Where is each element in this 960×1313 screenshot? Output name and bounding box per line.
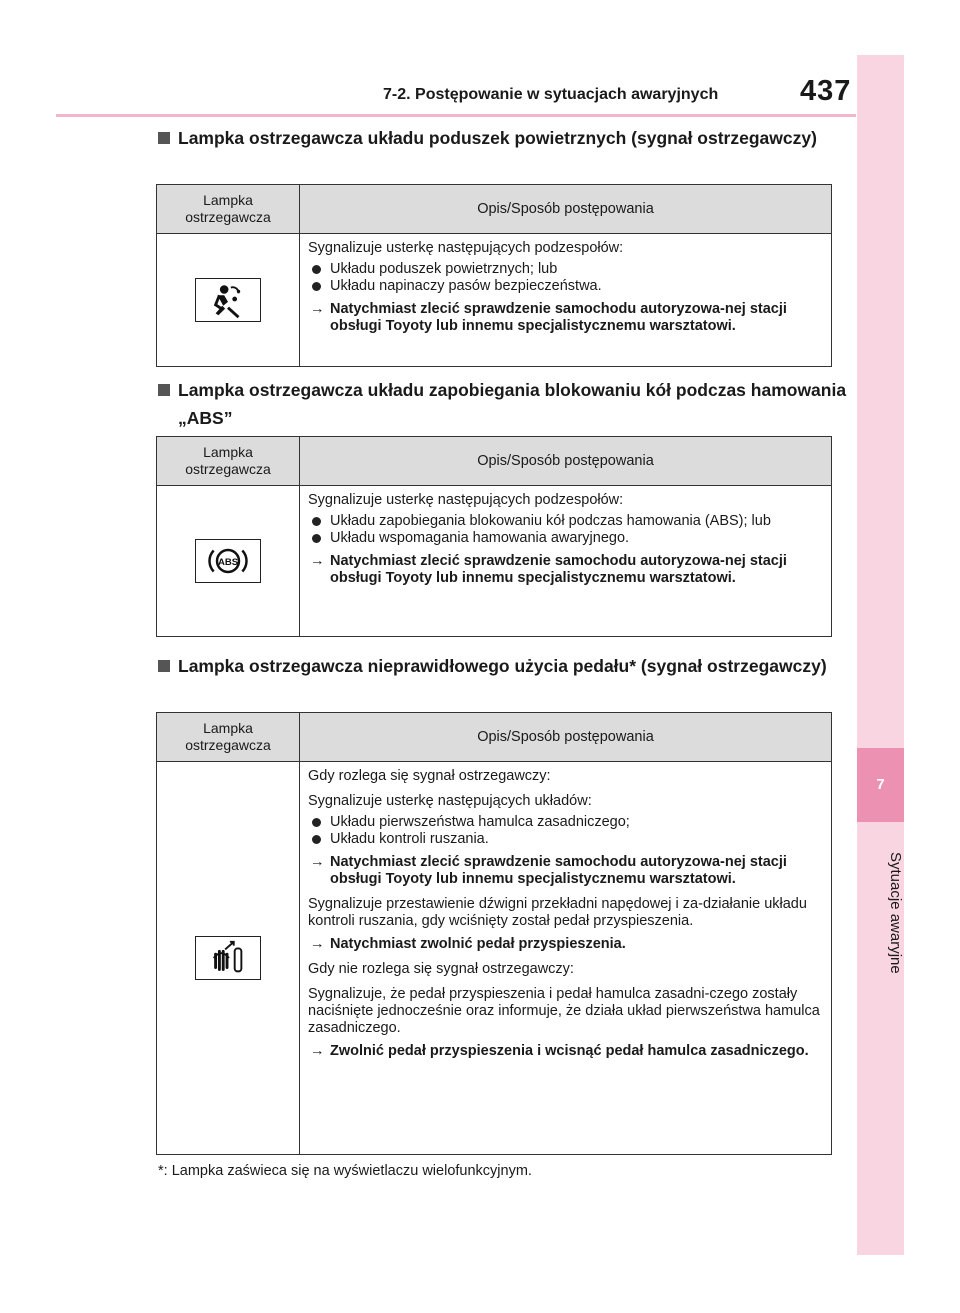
list-item: Układu kontroli ruszania. [308,831,821,848]
description-cell [300,762,832,1155]
table-header-row [157,185,832,234]
action-text: Natychmiast zwolnić pedał przyspieszenia. [330,936,626,952]
table-row [157,762,832,1155]
footnote: *: Lampka zaświeca się na wyświetlaczu wielofunkcyjnym. [158,1163,532,1179]
description-cell [300,234,832,367]
table-header-row [157,713,832,762]
action-text: Natychmiast zlecić sprawdzenie samochodu autoryzowa-nej stacji obsługi Toyoty lub innemu specjalistycznemu warsztatowi. [330,301,787,334]
action-text: Zwolnić pedał przyspieszenia i wcisnąć pedał hamulca zasadniczego. [330,1043,809,1059]
icon-cell [157,486,300,637]
abs-icon-text: ABS [217,556,239,568]
action-text: Natychmiast zlecić sprawdzenie samochodu autoryzowa-nej stacji obsługi Toyoty lub innemu specjalistycznemu warsztatowi. [330,854,787,887]
desc-paragraph: Sygnalizuje, że pedał przyspieszenia i pedał hamulca zasadni-czego zostały naciśnięte jednocześnie oraz informuje, że działa układ pierwszeństwa hamulca zasadniczego. [308,986,820,1036]
heading-square-icon [158,132,170,144]
action-item [308,553,821,587]
col-header-desc: Opis/Sposób postępowania [300,437,832,486]
action-text: Natychmiast zlecić sprawdzenie samochodu autoryzowa-nej stacji obsługi Toyoty lub innemu specjalistycznemu warsztatowi. [330,553,787,586]
desc-intro: Sygnalizuje usterkę następujących podzespołów: [308,240,624,256]
icon-cell [157,234,300,367]
list-item: Układu zapobiegania blokowaniu kół podczas hamowania (ABS); lub [308,513,821,530]
airbag-warning-icon [195,278,261,322]
heading-text: Lampka ostrzegawcza układu poduszek powietrznych (sygnał ostrzegawczy) [178,128,817,148]
table-header-row [157,437,832,486]
col-header-lamp: Lampka ostrzegawcza [157,437,300,486]
section-heading-pedal [158,652,858,680]
arrow-icon: → [310,553,325,569]
chapter-title [857,828,904,998]
action-item [308,936,821,953]
heading-square-icon [158,384,170,396]
arrow-icon: → [310,936,325,952]
abs-table [156,436,832,637]
heading-text: Lampka ostrzegawcza nieprawidłowego użycia pedału* (sygnał ostrzegawczy) [178,656,827,676]
heading-square-icon [158,660,170,672]
section-title: 7-2. Postępowanie w sytuacjach awaryjnych [383,86,719,103]
action-item [308,301,821,335]
col-header-lamp: Lampka ostrzegawcza [157,185,300,234]
table-row [157,486,832,637]
arrow-icon: → [310,301,325,317]
abs-warning-icon [195,539,261,583]
desc-paragraph: Gdy rozlega się sygnał ostrzegawczy: [308,768,551,784]
action-item [308,1043,821,1060]
icon-cell [157,762,300,1155]
arrow-icon: → [310,1043,325,1059]
heading-text: Lampka ostrzegawcza układu zapobiegania blokowaniu kół podczas hamowania „ABS” [178,380,847,428]
desc-paragraph: Sygnalizuje usterkę następujących układów: [308,793,592,809]
col-header-desc: Opis/Sposób postępowania [300,713,832,762]
list-item: Układu wspomagania hamowania awaryjnego. [308,530,821,547]
chapter-title-text: Sytuacje awaryjne [887,852,904,974]
header-divider [56,114,856,117]
section-heading-abs [158,376,858,432]
pedal-table [156,712,832,1155]
list-item: Układu poduszek powietrznych; lub [308,261,821,278]
page-number: 437 [800,75,852,107]
arrow-icon: → [310,854,325,870]
action-item [308,854,821,888]
list-item: Układu pierwszeństwa hamulca zasadniczego; [308,814,821,831]
list-item: Układu napinaczy pasów bezpieczeństwa. [308,278,821,295]
col-header-desc: Opis/Sposób postępowania [300,185,832,234]
section-heading-airbag [158,124,858,152]
airbag-table [156,184,832,367]
pedal-misapplication-icon [195,936,261,980]
desc-paragraph: Gdy nie rozlega się sygnał ostrzegawczy: [308,961,574,977]
description-cell [300,486,832,637]
desc-intro: Sygnalizuje usterkę następujących podzespołów: [308,492,624,508]
desc-paragraph: Sygnalizuje przestawienie dźwigni przekładni napędowej i za-działanie układu kontroli ruszania, gdy wciśnięty został pedał przyspieszenia. [308,896,807,929]
col-header-lamp: Lampka ostrzegawcza [157,713,300,762]
chapter-side-tab [857,55,904,1255]
chapter-number: 7 [857,748,904,822]
table-row [157,234,832,367]
